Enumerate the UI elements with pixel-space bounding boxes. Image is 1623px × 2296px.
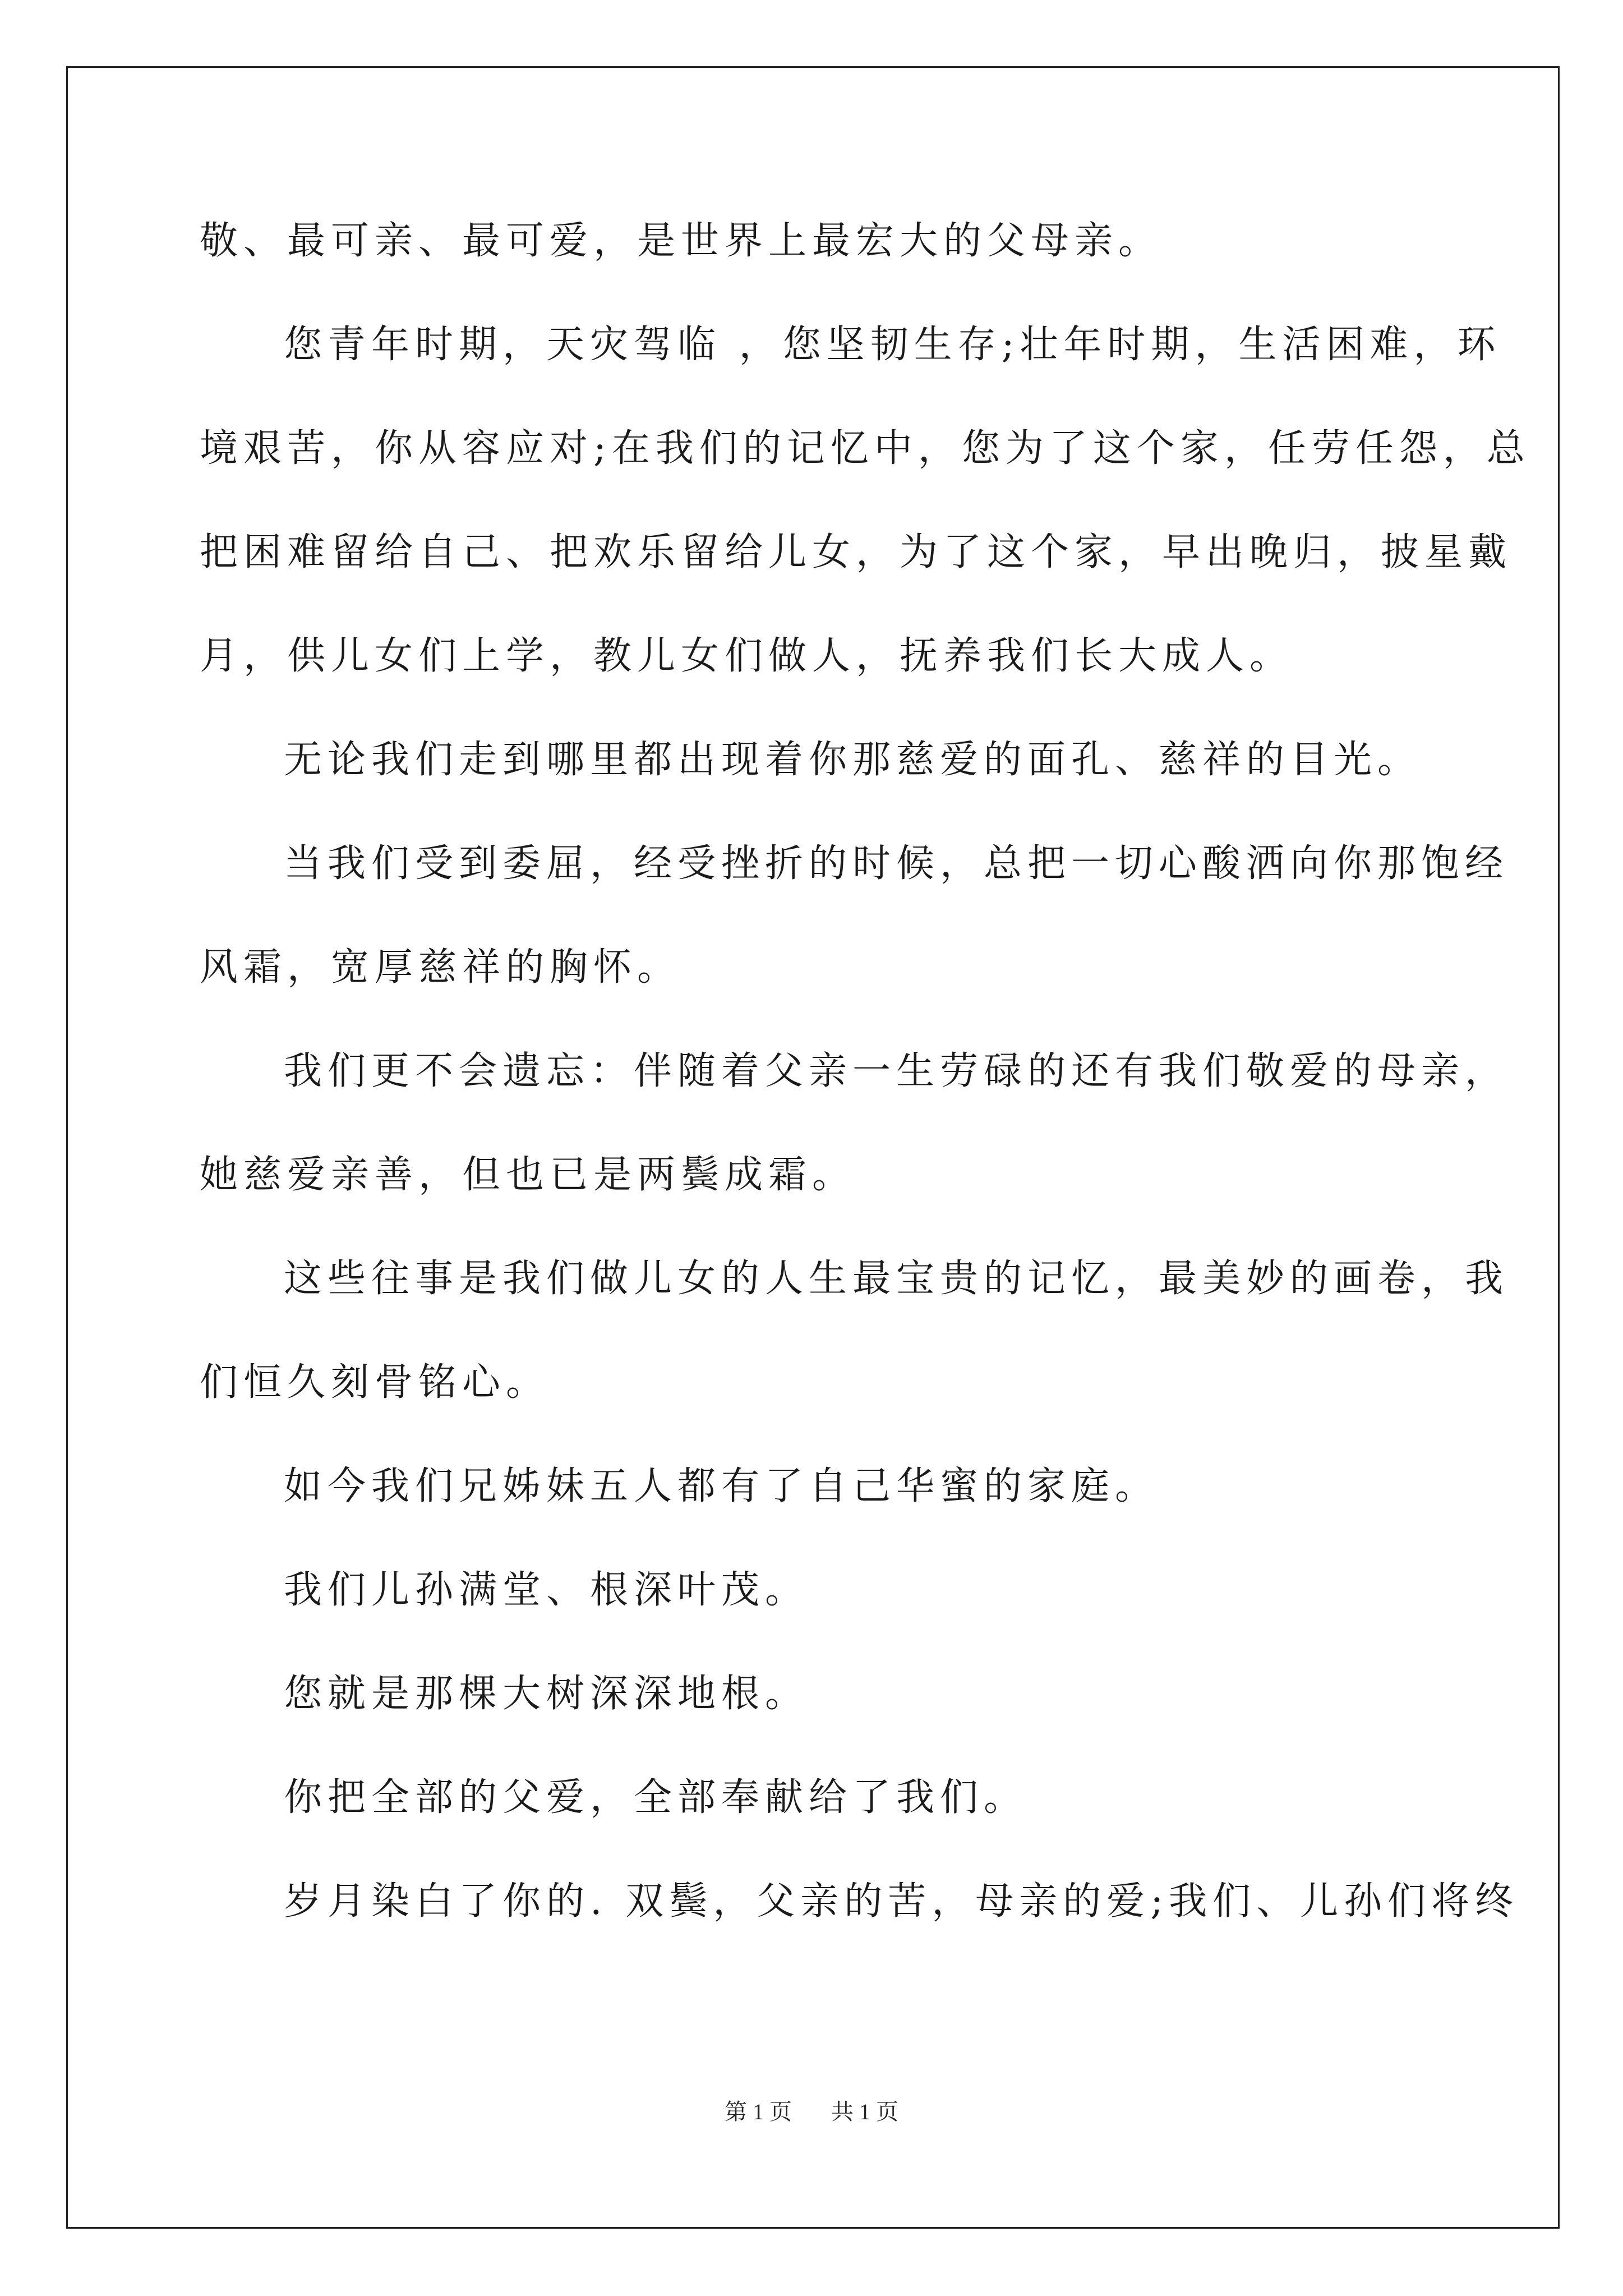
- text-line: 们恒久刻骨铭心。: [200, 1360, 550, 1405]
- text-line: 无论我们走到哪里都出现着你那慈爱的面孔、慈祥的目光。: [284, 738, 1422, 782]
- text-line: 当我们受到委屈，经受挫折的时候，总把一切心酸洒向你那饱经: [284, 841, 1509, 886]
- text-line: 敬、最可亲、最可爱，是世界上最宏大的父母亲。: [200, 219, 1163, 263]
- text-line: 境艰苦，你从容应对;在我们的记忆中，您为了这个家，任劳任怨，总: [200, 426, 1530, 471]
- text-line: 她慈爱亲善，但也已是两鬓成霜。: [200, 1153, 856, 1197]
- text-line: 如今我们兄姊妹五人都有了自己华蜜的家庭。: [284, 1464, 1159, 1508]
- text-line: 你把全部的父爱，全部奉献给了我们。: [284, 1775, 1028, 1820]
- text-line: 风霜，宽厚慈祥的胸怀。: [200, 945, 681, 990]
- text-line: 您就是那棵大树深深地根。: [284, 1672, 809, 1716]
- page-number: 第 1 页: [725, 2099, 792, 2124]
- document-body: [200, 199, 1530, 1963]
- text-line: 这些往事是我们做儿女的人生最宝贵的记忆，最美妙的画卷，我: [284, 1257, 1509, 1301]
- text-line: 您青年时期，天灾驾临 ，您坚韧生存;壮年时期，生活困难，环: [284, 323, 1501, 367]
- text-line: 我们更不会遗忘：伴随着父亲一生劳碌的还有我们敬爱的母亲，: [284, 1049, 1509, 1093]
- text-line: 岁月染白了你的. 双鬓，父亲的苦，母亲的爱;我们、儿孙们将终: [284, 1879, 1519, 1924]
- text-line: 月，供儿女们上学，教儿女们做人，抚养我们长大成人。: [200, 634, 1294, 678]
- page-total: 共 1 页: [831, 2099, 898, 2124]
- text-line: 把困难留给自己、把欢乐留给儿女，为了这个家，早出晚归，披星戴: [200, 530, 1513, 574]
- text-line: 我们儿孙满堂、根深叶茂。: [284, 1568, 809, 1612]
- page-footer: [0, 2095, 1623, 2129]
